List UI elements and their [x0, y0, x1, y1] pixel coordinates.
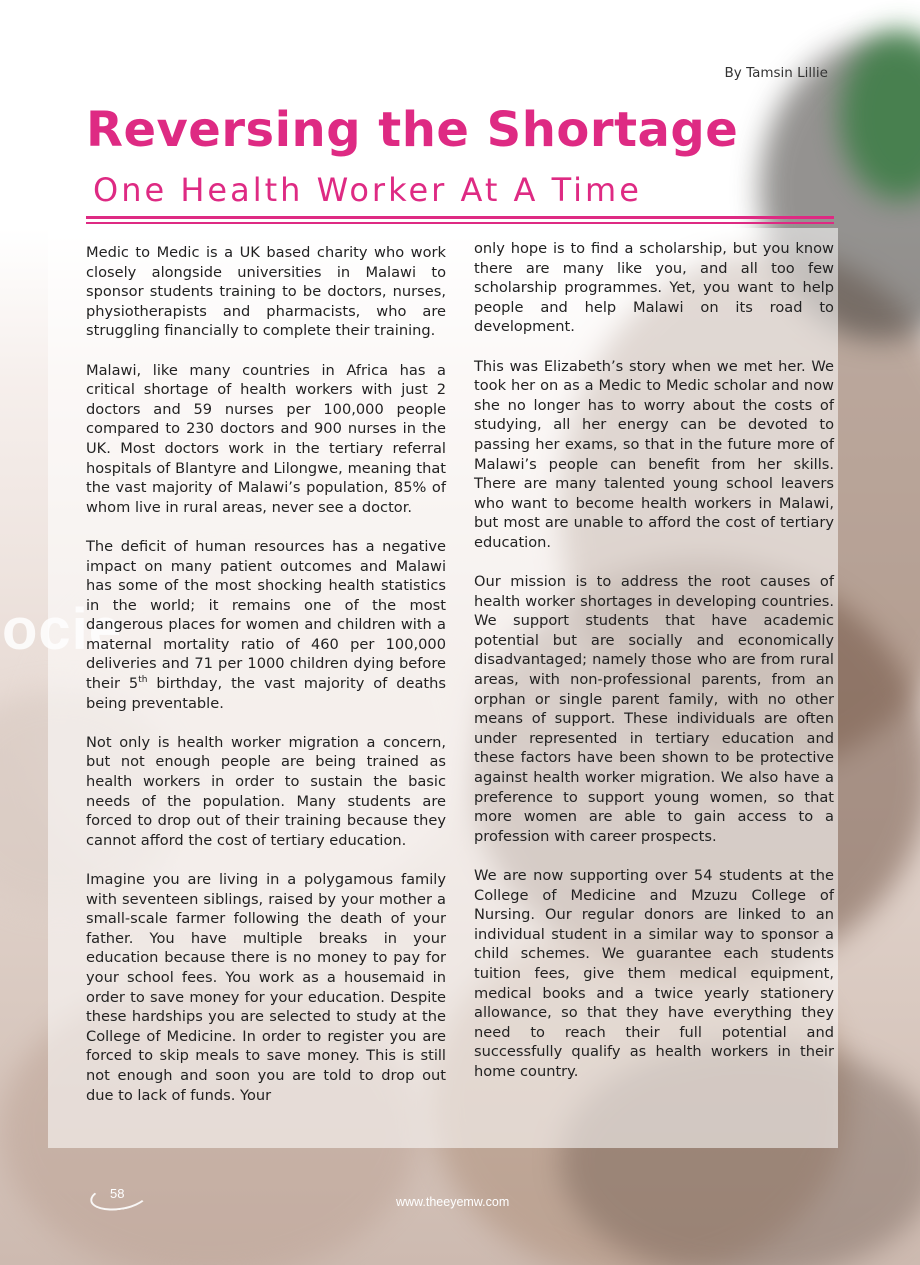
- paragraph: We are now supporting over 54 students at the College of Medicine and Mzuzu College of Nursing. Our regular donors are linked to an individual student in a similar way to sponsor a child schemes. We guarantee each students tuition fees, give them medical equipment, medical books and a twice yearly stationery allowance, so that they have everything they need to reach their full potential and successfully qualify as health workers in their home country.: [474, 867, 834, 1080]
- left-column: [86, 243, 446, 1125]
- paragraph: only hope is to find a scholarship, but you know there are many like you, and all too few scholarship programmes. Yet, you want to help people and help Malawi on its road to development.: [474, 240, 834, 336]
- article-subtitle: One Health Worker At A Time: [93, 171, 642, 209]
- paragraph: Medic to Medic is a UK based charity who work closely alongside universities in Malawi to sponsor students training to be doctors, nurses, physiotherapists and pharmacists, who are struggling financially to complete their training.: [86, 244, 446, 340]
- paragraph: This was Elizabeth’s story when we met her. We took her on as a Medic to Medic scholar and now she no longer has to worry about the costs of studying, all her energy can be devoted to passing her exams, so that in the future more of Malawi’s people can benefit from her skills. There are many talented young school leavers who want to become health workers in Malawi, but most are unable to afford the cost of tertiary education.: [474, 357, 834, 551]
- title-rule-top: [86, 216, 834, 219]
- paragraph: [86, 537, 446, 713]
- website-url: www.theeyemw.com: [396, 1195, 510, 1209]
- background-sign-text: ocie: [2, 597, 123, 662]
- paragraph: Not only is health worker migration a concern, but not enough people are being trained as health workers in order to sustain the basic needs of the population. Many students are forced to drop out of their training because they cannot afford the cost of tertiary education.: [86, 733, 446, 849]
- right-column: [474, 239, 834, 1101]
- article-title: Reversing the Shortage: [86, 102, 739, 158]
- ordinal-suffix: th: [138, 675, 148, 686]
- paragraph-text: birthday, the vast majority of deaths being preventable.: [86, 675, 446, 712]
- byline: By Tamsin Lillie: [724, 65, 828, 81]
- page-number-text: 58: [110, 1186, 125, 1201]
- page-number: [90, 1182, 146, 1208]
- title-rule-bottom: [86, 222, 834, 224]
- paragraph: Imagine you are living in a polygamous family with seventeen siblings, raised by your mother a small-scale farmer following the death of your father. You have multiple breaks in your education because there is no money to pay for your school fees. You work as a housemaid in order to save money for your education. Despite these hardships you are selected to study at the College of Medicine. In order to register you are forced to skip meals to save money. This is still not enough and soon you are told to drop out due to lack of funds. Your: [86, 871, 446, 1104]
- paragraph: Our mission is to address the root causes of health worker shortages in developing countries. We support students that have academic potential but are socially and economically disadvantaged; namely those who are from rural areas, with non-professional parents, from an orphan or single parent family, with no other means of support. These individuals are often under represented in tertiary education and these factors have been shown to be protective against health worker migration. We also have a preference to support young women, so that more women are able to gain access to a profession with career prospects.: [474, 573, 834, 845]
- paragraph-text: The deficit of human resources has a negative impact on many patient outcomes and Malawi has some of the most shocking health statistics in the world; it remains one of the most dangerous places for women and children with a maternal mortality ratio of 460 per 100,000 deliveries and 71 per 1000 children dying before their 5: [86, 537, 446, 693]
- paragraph: Malawi, like many countries in Africa has a critical shortage of health workers with just 2 doctors and 59 nurses per 100,000 people compared to 230 doctors and 900 nurses in the UK. Most doctors work in the tertiary referral hospitals of Blantyre and Lilongwe, meaning that the vast majority of Malawi’s population, 85% of whom live in rural areas, never see a doctor.: [86, 361, 446, 516]
